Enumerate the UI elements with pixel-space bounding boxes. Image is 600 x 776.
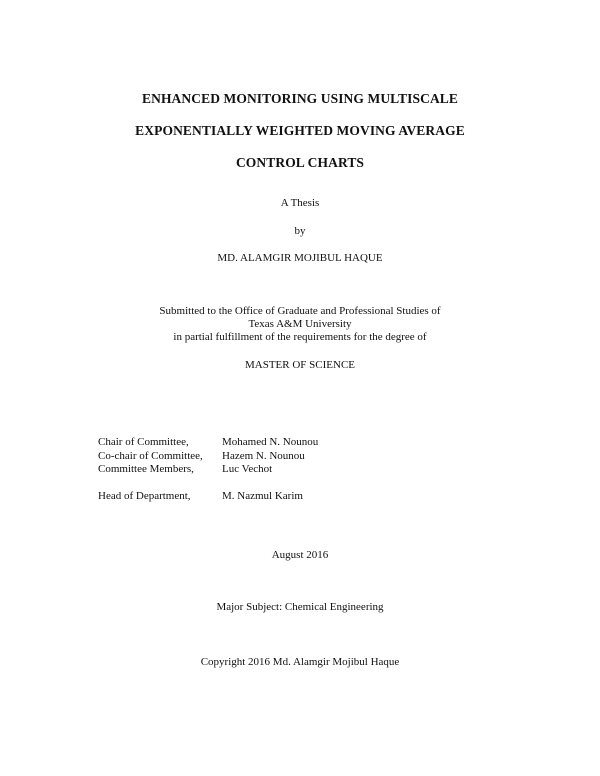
by-label: by <box>294 225 306 237</box>
committee-role: Committee Members, <box>98 463 194 475</box>
degree-name: MASTER OF SCIENCE <box>244 359 356 371</box>
committee-member-name: Luc Vechot <box>222 463 273 475</box>
committee-row-members <box>98 463 318 477</box>
title-line-3: CONTROL CHARTS <box>235 155 365 170</box>
committee-role: Chair of Committee, <box>98 436 189 448</box>
author-name: MD. ALAMGIR MOJIBUL HAQUE <box>217 252 383 264</box>
copyright-notice: Copyright 2016 Md. Alamgir Mojibul Haque <box>200 656 400 668</box>
committee-list <box>98 436 318 503</box>
submission-date: August 2016 <box>271 549 329 561</box>
title-line-2: EXPONENTIALLY WEIGHTED MOVING AVERAGE <box>135 123 465 138</box>
committee-row-cochair <box>98 450 318 464</box>
committee-role: Head of Department, <box>98 489 191 502</box>
committee-row-chair <box>98 436 318 450</box>
committee-role: Co-chair of Committee, <box>98 449 203 462</box>
committee-member-name: Hazem N. Nounou <box>222 449 305 462</box>
major-subject: Major Subject: Chemical Engineering <box>216 601 384 613</box>
committee-row-head <box>98 490 318 504</box>
submission-line-1: Submitted to the Office of Graduate and Professional Studies of <box>159 305 441 317</box>
committee-member-name: Mohamed N. Nounou <box>222 436 319 448</box>
submission-line-2: Texas A&M University <box>248 318 352 330</box>
submission-line-3: in partial fulfillment of the requirements for the degree of <box>173 331 427 343</box>
document-type: A Thesis <box>280 197 320 209</box>
title-line-1: ENHANCED MONITORING USING MULTISCALE <box>141 91 459 106</box>
committee-member-name: M. Nazmul Karim <box>222 489 303 502</box>
